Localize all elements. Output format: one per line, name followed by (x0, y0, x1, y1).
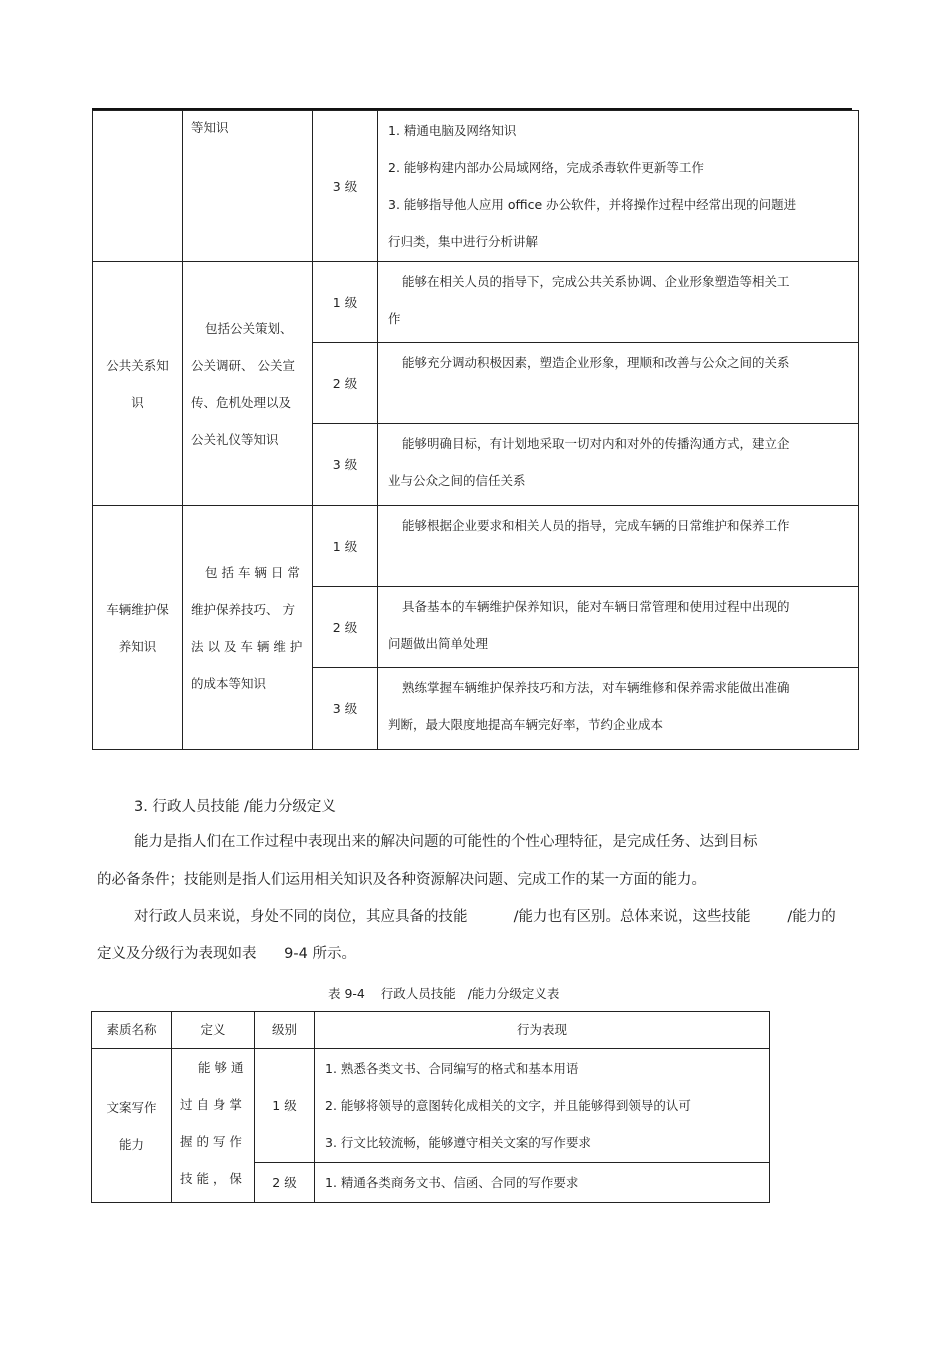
level-label: 1 级 (272, 1098, 297, 1113)
definition-text: 的成本等知识 (191, 675, 267, 691)
level-cell (313, 343, 378, 424)
behavior-line: 能够根据企业要求和相关人员的指导，完成车辆的日常维护和保养工作 (402, 518, 790, 533)
paragraph-line: 定义及分级行为表现如表 9-4 所示。 (97, 946, 356, 962)
behavior-line: 问题做出简单处理 (388, 636, 489, 651)
behavior-cell (315, 1049, 770, 1163)
behavior-cell (378, 668, 859, 750)
table-row (93, 262, 859, 343)
quality-name-cell (93, 262, 183, 506)
definition-text: 公关礼仪等知识 (191, 431, 279, 447)
level-cell (313, 262, 378, 343)
level-label: 3 级 (332, 701, 358, 716)
skill-ability-table (91, 1011, 770, 1203)
behavior-line: 能够在相关人员的指导下，完成公共关系协调、企业形象塑造等相关工 (402, 274, 790, 289)
definition-text: 握 的 写 作 (180, 1134, 242, 1149)
behavior-line: 行归类，集中进行分析讲解 (388, 234, 539, 249)
behavior-cell (378, 343, 859, 424)
section-heading: 3. 行政人员技能 /能力分级定义 (134, 799, 336, 815)
header-level: 级别 (255, 1012, 315, 1049)
level-cell (313, 668, 378, 750)
behavior-line: 2. 能够将领导的意图转化成相关的文字，并且能够得到领导的认可 (325, 1098, 691, 1113)
quality-name: 识 (131, 394, 144, 410)
paragraph-line: 的必备条件；技能则是指人们运用相关知识及各种资源解决问题、完成工作的某一方面的能力。 (97, 872, 706, 888)
quality-name: 公共关系知 (106, 357, 169, 373)
definition-cell (183, 111, 313, 262)
level-cell (313, 424, 378, 506)
quality-name: 文案写作 (106, 1099, 157, 1115)
table-row (93, 111, 859, 262)
definition-cell (183, 506, 313, 750)
level-cell (313, 506, 378, 587)
header-quality-name: 素质名称 (92, 1012, 172, 1049)
level-label: 3 级 (332, 457, 358, 472)
definition-text: 传、危机处理以及 (191, 394, 292, 410)
definition-text: 包括公关策划、 (205, 320, 293, 336)
definition-text: 技 能 ， 保 (180, 1171, 242, 1186)
level-cell (255, 1049, 315, 1163)
quality-name-cell (93, 506, 183, 750)
behavior-cell (378, 262, 859, 343)
definition-text: 能 够 通 (198, 1060, 244, 1075)
definition-text: 等知识 (191, 120, 229, 135)
behavior-cell (315, 1163, 770, 1203)
behavior-line: 2. 能够构建内部办公局域网络，完成杀毒软件更新等工作 (388, 160, 704, 175)
quality-name: 能力 (118, 1136, 144, 1152)
quality-name: 养知识 (118, 638, 157, 654)
quality-name: 车辆维护保 (106, 601, 169, 617)
level-cell (313, 111, 378, 262)
level-label: 3 级 (332, 178, 358, 194)
behavior-line: 作 (388, 311, 401, 326)
definition-text: 公关调研、 公关宣 (191, 357, 295, 373)
competency-table-continued (92, 110, 859, 750)
level-label: 2 级 (332, 619, 358, 635)
behavior-cell (378, 506, 859, 587)
level-label: 1 级 (332, 538, 358, 554)
behavior-line: 判断，最大限度地提高车辆完好率，节约企业成本 (388, 717, 664, 732)
definition-cell (172, 1049, 255, 1203)
level-cell (313, 587, 378, 668)
behavior-line: 3. 能够指导他人应用 office 办公软件，并将操作过程中经常出现的问题进 (388, 197, 797, 212)
table-row (93, 506, 859, 587)
table-row (92, 1049, 770, 1163)
behavior-cell (378, 111, 859, 262)
level-label: 1 级 (332, 294, 358, 310)
definition-cell (183, 262, 313, 506)
quality-name-cell (92, 1049, 172, 1203)
behavior-line: 具备基本的车辆维护保养知识，能对车辆日常管理和使用过程中出现的 (402, 599, 790, 614)
definition-text: 过 自 身 掌 (180, 1097, 242, 1112)
definition-text: 维护保养技巧、 方 (191, 601, 295, 617)
behavior-cell (378, 587, 859, 668)
behavior-line: 能够充分调动积极因素，塑造企业形象，理顺和改善与公众之间的关系 (402, 355, 790, 370)
behavior-line: 1. 熟悉各类文书、合同编写的格式和基本用语 (325, 1061, 579, 1076)
paragraph-line: 能力是指人们在工作过程中表现出来的解决问题的可能性的个性心理特征，是完成任务、达到目标 (134, 834, 758, 850)
quality-name-cell (93, 111, 183, 262)
behavior-line: 能够明确目标，有计划地采取一切对内和对外的传播沟通方式，建立企 (402, 436, 790, 451)
table-header-row (92, 1012, 770, 1049)
level-label: 2 级 (332, 375, 358, 391)
behavior-line: 熟练掌握车辆维护保养技巧和方法，对车辆维修和保养需求能做出准确 (402, 680, 790, 695)
definition-text: 包 括 车 辆 日 常 (205, 564, 300, 580)
definition-text: 法 以 及 车 辆 维 护 (191, 638, 303, 654)
behavior-line: 业与公众之间的信任关系 (388, 473, 526, 488)
behavior-line: 1. 精通电脑及网络知识 (388, 123, 517, 138)
level-label: 2 级 (272, 1175, 297, 1190)
behavior-cell (378, 424, 859, 506)
header-behavior: 行为表现 (315, 1012, 770, 1049)
level-cell (255, 1163, 315, 1203)
header-definition: 定义 (172, 1012, 255, 1049)
behavior-line: 1. 精通各类商务文书、信函、合同的写作要求 (325, 1175, 579, 1190)
paragraph-line: 对行政人员来说，身处不同的岗位，其应具备的技能 /能力也有区别。总体来说，这些技能 /能力的 (134, 909, 836, 925)
behavior-line: 3. 行文比较流畅，能够遵守相关文案的写作要求 (325, 1135, 591, 1150)
table-caption: 表 9-4 行政人员技能 /能力分级定义表 (328, 986, 560, 1001)
